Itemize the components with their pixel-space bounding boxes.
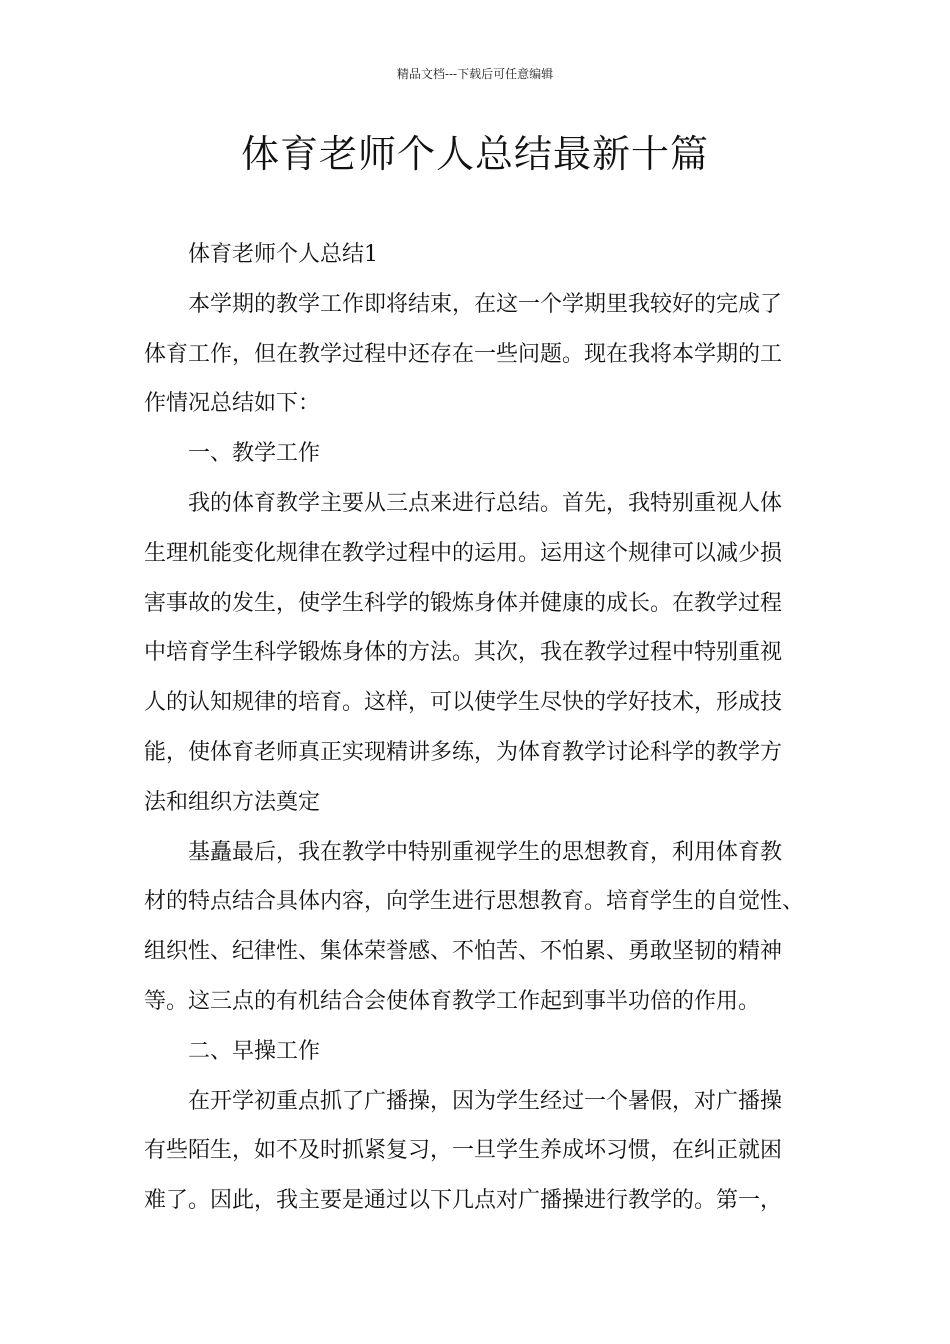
paragraph-teaching: 我的体育教学主要从三点来进行总结。首先，我特别重视人体 生理机能变化规律在教学过程中的运用。运用这个规律可以减少损 害事故的发生，使学生科学的锻炼身体并健康的成长。在教学过程 中培育学生科学锻炼身体的方法。其次，我在教学过程中特别重视 人的认知规律的培育。这样，可以使学生尽快的学好技术，形成技 能，使体育老师真正实现精讲多练，为体育教学讨论科学的教学方 法和组织方法奠定 [144,490,783,815]
document-title: 体育老师个人总结最新十篇 [240,132,709,176]
section-heading-1: 体育老师个人总结1 [188,242,378,267]
paragraph-moral-education: 基矗最后，我在教学中特别重视学生的思想教育，利用体育教 材的特点结合具体内容，向学生进行思想教育。培育学生的自觉性、 组织性、纪律性、集体荣誉感、不怕苦、不怕累、勇敢坚韧的精神 等。这三点的有机结合会使体育教学工作起到事半功倍的作用。 [144,839,805,1014]
paragraph-intro: 本学期的教学工作即将结束，在这一个学期里我较好的完成了 体育工作，但在教学过程中还存在一些问题。现在我将本学期的工 作情况总结如下： [144,291,783,417]
subheading-teaching: 一、教学工作 [188,441,321,467]
header-note: 精品文档---下载后可任意编辑 [396,67,554,81]
paragraph-morning-exercise: 在开学初重点抓了广播操，因为学生经过一个暑假，对广播操 有些陌生，如不及时抓紧复习，一旦学生养成坏习惯，在纠正就困 难了。因此，我主要是通过以下几点对广播操进行教学的。第一， [144,1088,783,1214]
subheading-morning-exercise: 二、早操工作 [188,1038,321,1064]
document-body [144,230,808,1226]
